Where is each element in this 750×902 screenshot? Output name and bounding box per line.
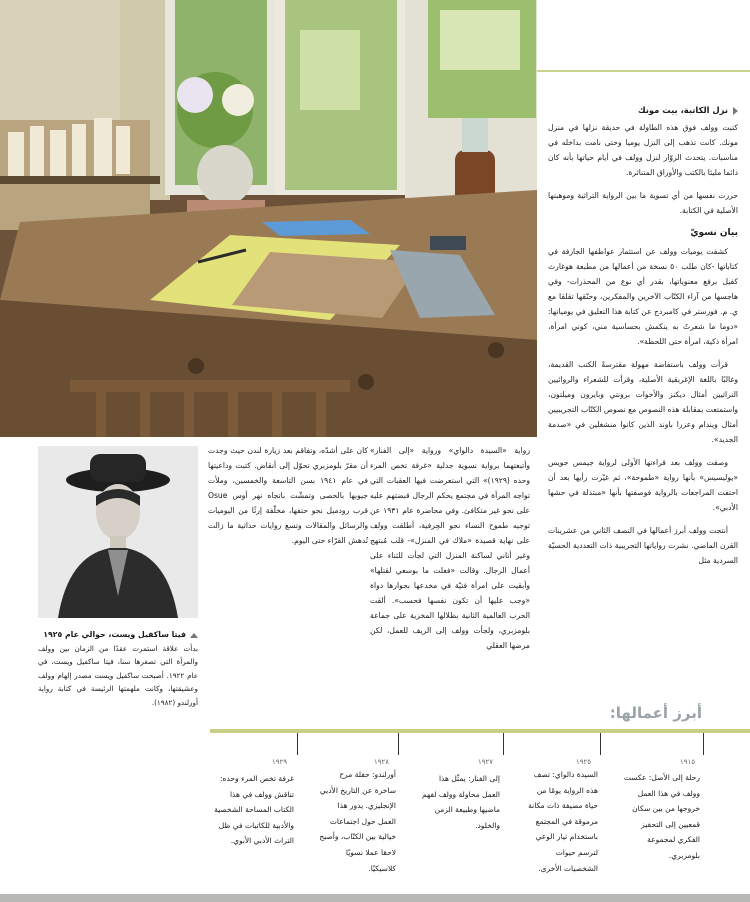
body-paragraph: قرأت وولف باستفاضة مهولة مقترسةً الكتب القديمة، وغالبًا باللغة الإغريقية الأصلية، وقرأت للشعراء والروائيين التراثيين أمثال ديكنز والأخوات برونتي وبايرون وميلتون، واستمتعت بمقابلة هذه النصوص مع نصوص الكتّاب التجريبيين أمثال ويندام وعزرا باوند الذين كانوا منشغلين في «صدمة الجديد». xyxy=(548,360,738,444)
photo-closing-text: حررت نفسها من أي تسوية ما بين الرواية التراثية وموهبتها الأصلية في الكتابة. xyxy=(548,191,738,215)
timeline-item: غرفة تخص المرء وحده: تناقش وولف في هذا الكتاب المساحة الشخصية والأدبية للكاتبات في ظل التراث الأدبي الأبوي. xyxy=(214,774,294,846)
timeline-year: ١٩١٥ xyxy=(680,758,696,766)
body-paragraph: كشفت يوميات وولف عن استثمار عواطفها الجارفة في كتاباتها -كان طلب ٥٠ نسخة من أعمالها من مطبعة هوغارث كفيل برفع معنوياتها، بقدر أي نوع من المحذرات- وفي هاجسها من آراء الكتّاب الآخرين والمفكرين، وحنّقها تقلقا مع ي. م. فورستر في كامبردج عن كتابة هذا التعليق في يومياتها: «دوما ما شعرتُ به ينكمش بحساسية مني، كوني امرأة، امرأة ذكية، امرأة حتى اللحظة». xyxy=(548,247,738,346)
timeline-year: ١٩٢٥ xyxy=(576,758,592,766)
portrait-caption-title: فيتا ساكفيل ويست، حوالي عام ١٩٢٥ xyxy=(38,628,198,642)
timeline-year: ١٩٢٩ xyxy=(272,758,288,766)
caption-pointer-icon xyxy=(190,633,198,638)
timeline-tick xyxy=(297,733,298,755)
photo-caption-text: كتبت وولف فوق هذه الطاولة في حديقة نزلها في منزل مونك. كانت تذهب إلى النزل يوميا وحتى نامت بداخله في مناسبات. يتحدث الزوّار لنزل وولف في أيام حياتها بأنه كان دائما مليئا بالكتب والأوراق المتناثرة. xyxy=(548,123,738,177)
caption-pointer-icon xyxy=(733,107,738,115)
timeline-item: إلى الفنار: يمثّل هذا العمل محاولة وولف لفهم ماضيها وطبيعة الزمن والخلود. xyxy=(421,774,500,830)
writing-lodge-photo xyxy=(0,0,537,437)
body-paragraph: وصفت وولف بعد قراءتها الأولى لرواية جيمس جويس «يوليسيس» بأنها رواية «طموحة»، ثم غيّرت رأيها بعد أن احتفت المراجعات بالرواية فوصفتها بأنها «مبتذلة في حشها الأدبي». xyxy=(548,458,738,512)
left-column: كان على أشدّه، وتفاقم بعد زيارة لندن حيث وجدت أن مقرّ بلومزبري تحوّل إلى أنقاض. كتبت وداعيتها في عام ١٩٤١ بسن التاسعة والخمسين، وملأت جيوبها بالحصى وتمشّت باتجاه نهر أوس Osue قرب رودميل نحو حتفها، مخلّفة إرثًا من اليوميات والرسائل والمقالات وتسع روايات حداثية ما زالت تُدهش القرّاء حتى اليوم. xyxy=(208,446,369,545)
timeline-tick xyxy=(398,733,399,755)
portrait-caption xyxy=(38,628,198,710)
timeline-item: أورلندو: حفلة مرح ساخرة عن التاريخ الأدبي الإنجليزي. يدور هذا العمل حول اجتماعات خيالية بين الكتّاب، وأصبح لاحقا عملا نسويًا كلاسيكيًا. xyxy=(319,770,396,873)
footer-bar xyxy=(0,894,750,902)
right-column xyxy=(548,103,738,576)
timeline-year: ١٩٢٨ xyxy=(374,758,390,766)
middle-column: رواية «السيدة دالواي» ورواية «إلى الفنار» وأتبعتهما برواية نسوية جدلية «غرفة تخص المرء وحده (١٩٢٩)» التي استعرضت فيها العقبات التي تواجه المرأة في مجتمع يحكم الرجال قبضتهم عليه على نحو غير متكافئ. وفي محاضرة عام ١٩٣١ عن توجيه طموح النساء نحو الحِرفية، أطلقت وولف على نهاية قصيدة «ملاك في المنزل»- قلب مُبتهج وغير أناني لساكنة المنزل التي لجأت للثناء على أعمال الرجال. وقالت «فعلت ما بوسعي لقتلها» وأبقيت على امرأة فتيّة في مخدعها بجوارها دواة «وجب عليها أن تكون نفسها فحسب». ألقت الحرب العالمية الثانية بظلالها المخزية على جماعة بلومزبري، ولجأت وولف إلى الريف للعمل، لكن مرضها العقلي xyxy=(370,446,530,650)
timeline-year: ١٩٢٧ xyxy=(478,758,494,766)
timeline-bar xyxy=(210,729,750,733)
timeline-item: السيدة دالواي: تصف هذه الرواية يومًا من حياة مضيفة ذات مكانة مرموقة في المجتمع باستخدام تيار الوعي لترسم حيوات الشخصيات الأخرى. xyxy=(528,770,598,873)
section-title: بيان نسويّ xyxy=(690,228,738,238)
top-accent-rule xyxy=(537,70,750,72)
timeline-tick xyxy=(703,733,704,755)
photo-caption-title: نزل الكاتبة، بيت مونك xyxy=(548,103,738,118)
works-heading: أبرز أعمالها: xyxy=(609,704,702,722)
timeline-tick xyxy=(600,733,601,755)
body-paragraph: أنتجت وولف أبرز أعمالها في النصف الثاني من عشرينات القرن الماضي. نشرت رواياتها التجريبية ذات التعددية الحسيّة السردية مثل xyxy=(548,526,738,565)
timeline-item: رحلة إلى الأصل: عكست وولف في هذا العمل خروجها من بين سكان قمعيين إلى التحفيز الفكري لمجموعة بلومزبري. xyxy=(623,773,700,860)
portrait-photo xyxy=(38,446,198,618)
timeline-tick xyxy=(503,733,504,755)
portrait-caption-text: بدأت علاقة استمرت عقدًا من الزمان بين وولف والمرأة التي تصغرها سنا، فيتا ساكفيل ويست، في عام ١٩٢٢. أصبحت ساكفيل ويست مصدر إلهام وولف وعشيقتها، وكانت ملهمتها الرئيسة في كتابة رواية أورلندو (١٩٨٢). xyxy=(38,643,198,707)
